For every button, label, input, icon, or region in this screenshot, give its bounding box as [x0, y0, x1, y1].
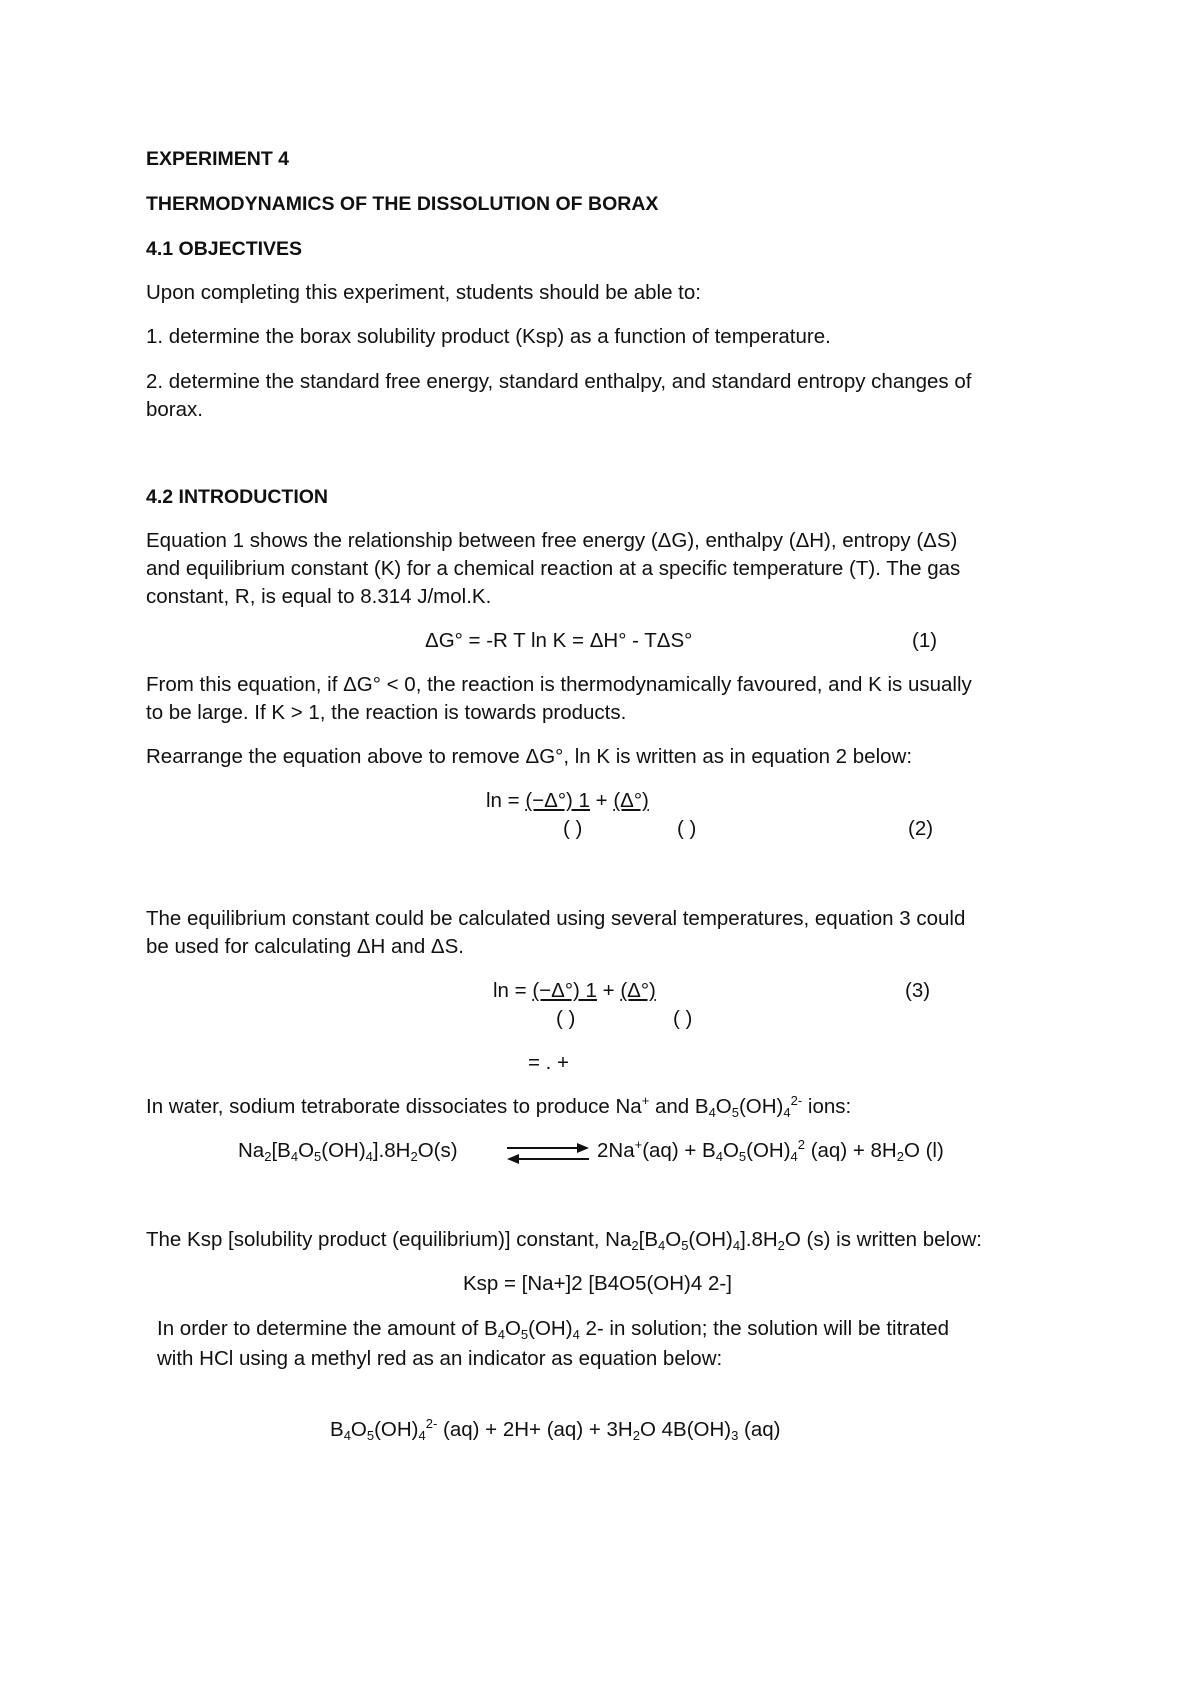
rxn2-sub-2: 5 — [366, 1428, 375, 1443]
eq2-plus: + — [589, 789, 614, 812]
eq3-plus: + — [596, 979, 621, 1002]
equation-1: ΔG° = -R T ln K = ΔH° - TΔS° — [425, 629, 693, 652]
eq3-term2: (Δ°) — [620, 979, 656, 1002]
p7-sub-2: 5 — [520, 1327, 529, 1342]
rxn2-sub-3: 4 — [418, 1428, 426, 1443]
p6-sub-3: 5 — [681, 1238, 689, 1253]
rxn2-sub-1: 4 — [343, 1428, 351, 1443]
equation-3-numerator — [493, 977, 656, 1005]
rxn1-left-sub-2: 4 — [290, 1149, 299, 1164]
rxn1-right-d: (OH) — [746, 1139, 791, 1162]
p6-sub-4: 4 — [732, 1238, 741, 1253]
rxn2-b: O — [350, 1418, 367, 1441]
p6-d: (OH) — [688, 1228, 733, 1251]
p5-text-d: (OH) — [738, 1095, 784, 1118]
p6-b: [B — [638, 1228, 658, 1251]
eq2-equals: = — [501, 789, 526, 812]
eq2-ln: ln — [486, 789, 502, 812]
equation-3-denominator-1: ( ) — [556, 1007, 576, 1030]
intro-paragraph-1-line2: and equilibrium constant (K) for a chemical reaction at a specific temperature (T). The gas — [146, 557, 961, 580]
p5-text-e: ions: — [802, 1095, 852, 1118]
intro-paragraph-1-line1: Equation 1 shows the relationship between free energy (ΔG), enthalpy (ΔH), entropy (ΔS) — [146, 529, 958, 552]
equation-2-numerator — [486, 787, 649, 815]
rxn2-a: B — [330, 1418, 344, 1441]
p5-text-c: O — [715, 1095, 732, 1118]
p7-c: (OH) — [528, 1317, 573, 1340]
p5-sub-1: 4 — [708, 1105, 716, 1120]
intro-paragraph-6 — [146, 1226, 982, 1254]
p6-c: O — [665, 1228, 682, 1251]
rxn1-left-sub-1: 2 — [264, 1149, 272, 1164]
dissolution-reaction-right — [597, 1137, 944, 1165]
eq3-term1: (−Δ°) 1 — [532, 979, 597, 1002]
rxn2-e: O — [639, 1418, 662, 1441]
rxn1-left-d: (OH) — [321, 1139, 366, 1162]
p6-sub-2: 4 — [658, 1238, 666, 1253]
rxn1-right-sub-3: 4 — [790, 1149, 798, 1164]
p7-b: O — [504, 1317, 521, 1340]
p5-text-a: In water, sodium tetraborate dissociates to produce Na — [146, 1095, 642, 1118]
objective-item-1: 1. determine the borax solubility product (Ksp) as a function of temperature. — [146, 325, 831, 348]
intro-paragraph-2-line2: to be large. If K > 1, the reaction is towards products. — [146, 701, 627, 724]
rxn1-right-c: O — [722, 1139, 739, 1162]
p5-sub-2: 5 — [731, 1105, 739, 1120]
linear-equation: = . + — [528, 1051, 570, 1074]
rxn1-left-sub-3: 5 — [314, 1149, 322, 1164]
rxn1-right-f: O (l) — [903, 1139, 944, 1162]
rxn2-sup-1: 2- — [425, 1416, 438, 1431]
objectives-heading: 4.1 OBJECTIVES — [146, 238, 303, 260]
rxn2-c: (OH) — [374, 1418, 419, 1441]
p5-sup-1: + — [641, 1093, 650, 1108]
rxn2-sub-4: 2 — [632, 1428, 640, 1443]
objective-item-2-line2: borax. — [146, 398, 203, 421]
p6-sub-5: 2 — [777, 1238, 785, 1253]
rxn2-sub-5: 3 — [731, 1428, 739, 1443]
equation-3-denominator-2: ( ) — [673, 1007, 693, 1030]
objective-item-2-line1: 2. determine the standard free energy, standard enthalpy, and standard entropy changes of — [146, 370, 972, 393]
equation-2-denominator-2: ( ) — [677, 817, 697, 840]
rxn1-right-sup-1: + — [634, 1137, 643, 1152]
rxn2-d: (aq) + 2H+ (aq) + 3H — [437, 1418, 633, 1441]
p7-d: 2- in solution; the solution will be titrated — [579, 1317, 949, 1340]
eq2-term1: (−Δ°) 1 — [525, 789, 590, 812]
rxn1-left-b: [B — [271, 1139, 291, 1162]
intro-paragraph-1-line3: constant, R, is equal to 8.314 J/mol.K. — [146, 585, 492, 608]
rxn1-right-sub-2: 5 — [738, 1149, 747, 1164]
p6-sub-1: 2 — [631, 1238, 639, 1253]
intro-paragraph-7-line2: with HCl using a methyl red as an indicator as equation below: — [157, 1347, 723, 1370]
rxn1-left-sub-5: 2 — [410, 1149, 418, 1164]
intro-paragraph-7-line1 — [157, 1315, 949, 1343]
rxn1-left-e: ].8H — [372, 1139, 411, 1162]
eq2-term2: (Δ°) — [613, 789, 649, 812]
objectives-intro: Upon completing this experiment, students should be able to: — [146, 281, 701, 304]
p5-sup-2: 2- — [790, 1093, 803, 1108]
p7-sub-3: 4 — [572, 1327, 580, 1342]
p7-a: In order to determine the amount of B — [157, 1317, 498, 1340]
experiment-title: THERMODYNAMICS OF THE DISSOLUTION OF BORAX — [146, 193, 659, 215]
rxn1-right-b: (aq) + B — [642, 1139, 716, 1162]
rxn1-right-a: 2Na — [597, 1139, 635, 1162]
rxn1-right-sup-2: 2 — [797, 1137, 805, 1152]
introduction-heading: 4.2 INTRODUCTION — [146, 486, 329, 508]
intro-paragraph-4-line2: be used for calculating ΔH and ΔS. — [146, 935, 464, 958]
rxn1-left-a: Na — [238, 1139, 265, 1162]
rxn1-left-sub-4: 4 — [365, 1149, 373, 1164]
rxn2-g: (aq) — [738, 1418, 781, 1441]
intro-paragraph-3: Rearrange the equation above to remove ΔG°, ln K is written as in equation 2 below: — [146, 745, 913, 768]
intro-paragraph-5 — [146, 1093, 851, 1121]
experiment-number: EXPERIMENT 4 — [146, 148, 290, 170]
p7-sub-1: 4 — [497, 1327, 505, 1342]
intro-paragraph-4-line1: The equilibrium constant could be calculated using several temperatures, equation 3 could — [146, 907, 966, 930]
p6-e: ].8H — [740, 1228, 778, 1251]
equation-2-denominator-1: ( ) — [563, 817, 583, 840]
equation-1-number: (1) — [912, 629, 938, 652]
eq3-equals: = — [508, 979, 533, 1002]
equilibrium-arrow-icon — [503, 1138, 593, 1168]
p5-text-b: and B — [649, 1095, 709, 1118]
rxn1-left-c: O — [298, 1139, 315, 1162]
equation-3-number: (3) — [905, 979, 931, 1002]
rxn1-right-sub-1: 4 — [715, 1149, 723, 1164]
dissolution-reaction-left — [238, 1137, 458, 1165]
rxn1-right-e: (aq) + 8H — [805, 1139, 897, 1162]
titration-reaction — [330, 1416, 781, 1444]
rxn1-left-f: O(s) — [417, 1139, 458, 1162]
rxn1-right-sub-4: 2 — [896, 1149, 904, 1164]
rxn2-f: 4B(OH) — [661, 1418, 732, 1441]
p6-f: O (s) is written below: — [784, 1228, 982, 1251]
p5-sub-3: 4 — [783, 1105, 791, 1120]
equation-2-number: (2) — [908, 817, 934, 840]
eq3-ln: ln — [493, 979, 509, 1002]
intro-paragraph-2-line1: From this equation, if ΔG° < 0, the reaction is thermodynamically favoured, and K is usually — [146, 673, 972, 696]
p6-a: The Ksp [solubility product (equilibrium)] constant, Na — [146, 1228, 632, 1251]
ksp-expression: Ksp = [Na+]2 [B4O5(OH)4 2-] — [463, 1272, 732, 1295]
